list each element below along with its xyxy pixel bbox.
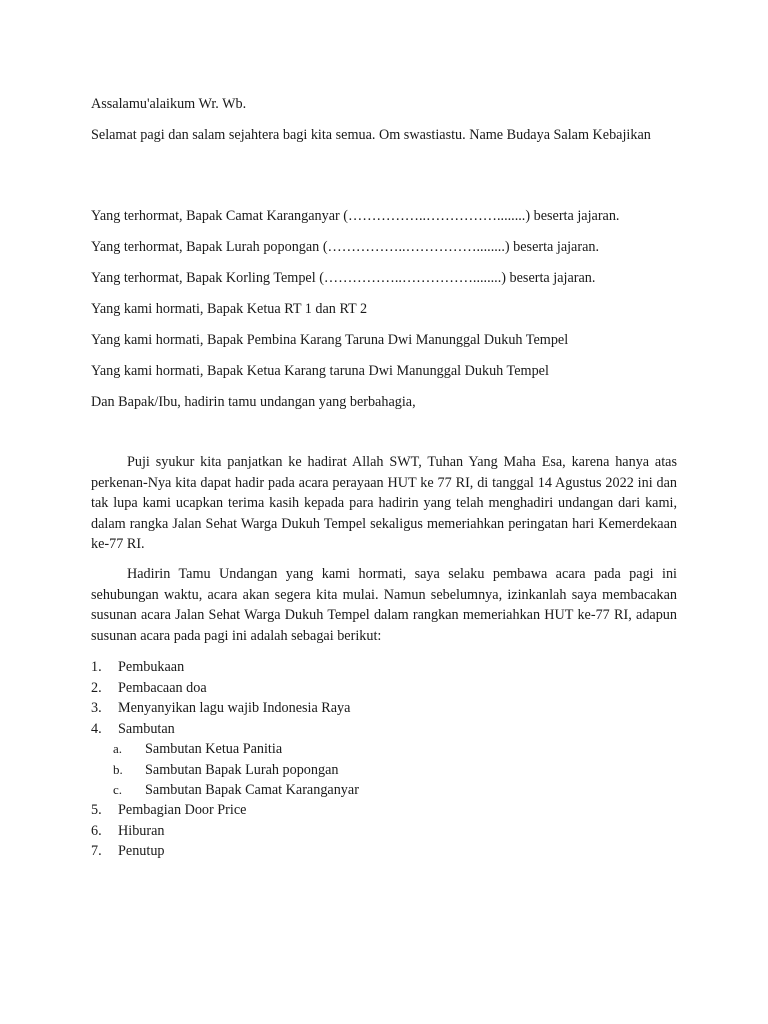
salutation-ketua-karang-taruna: Yang kami hormati, Bapak Ketua Karang taruna Dwi Manunggal Dukuh Tempel	[91, 363, 549, 379]
agenda-intro-paragraph: Hadirin Tamu Undangan yang kami hormati, saya selaku pembawa acara pada pagi ini sehubungan waktu, acara akan segera kita mulai. Namun sebelumnya, izinkanlah saya membacakan susunan acara Jalan Sehat Warga Dukuh Tempel dalam rangkan memeriahkan HUT ke-77 RI, adapun susunan acara pada pagi ini adalah sebagai berikut:	[91, 566, 677, 644]
agenda-subitem: b. Sambutan Bapak Lurah popongan	[113, 761, 339, 778]
salutation-camat: Yang terhormat, Bapak Camat Karanganyar (……………..……………........) beserta jajaran.	[91, 208, 620, 224]
agenda-item: 4. Sambutan	[91, 720, 175, 737]
greeting: Assalamu'alaikum Wr. Wb.	[91, 96, 247, 112]
opening-paragraph: Puji syukur kita panjatkan ke hadirat Allah SWT, Tuhan Yang Maha Esa, karena hanya atas perkenan-Nya kita dapat hadir pada acara perayaan HUT ke 77 RI, di tanggal 14 Agustus 2022 ini dan tak lupa kami ucapkan terima kasih kepada para hadirin yang telah menghadiri undangan dari kami, dalam rangka Jalan Sehat Warga Dukuh Tempel sekaligus memeriahkan peringatan hari Kemerdekaan ke-77 RI.	[91, 454, 677, 552]
intro-paragraph: Selamat pagi dan salam sejahtera bagi kita semua. Om swastiastu. Name Budaya Salam Kebajikan	[91, 127, 651, 143]
agenda-item: 1. Pembukaan	[91, 659, 185, 675]
agenda-item: 3. Menyanyikan lagu wajib Indonesia Raya	[91, 700, 351, 717]
salutation-ketua-rt: Yang kami hormati, Bapak Ketua RT 1 dan RT 2	[91, 301, 368, 317]
salutation-korling: Yang terhormat, Bapak Korling Tempel (……………..……………........) beserta jajaran.	[91, 270, 596, 286]
salutation-pembina: Yang kami hormati, Bapak Pembina Karang Taruna Dwi Manunggal Dukuh Tempel	[91, 332, 569, 348]
agenda-item: 5. Pembagian Door Price	[91, 802, 247, 818]
agenda-subitem: c. Sambutan Bapak Camat Karanganyar	[113, 782, 359, 799]
agenda-item: 2. Pembacaan doa	[91, 679, 207, 696]
agenda-item: 6. Hiburan	[91, 822, 165, 839]
agenda-list	[91, 657, 350, 739]
salutation-hadirin: Dan Bapak/Ibu, hadirin tamu undangan yang berbahagia,	[91, 394, 416, 410]
agenda-item: 7. Penutup	[91, 843, 165, 860]
agenda-list-continued	[91, 800, 246, 862]
salutation-lurah: Yang terhormat, Bapak Lurah popongan (……………..……………........) beserta jajaran.	[91, 239, 600, 255]
agenda-sublist	[91, 739, 359, 801]
agenda-subitem: a. Sambutan Ketua Panitia	[113, 741, 283, 757]
